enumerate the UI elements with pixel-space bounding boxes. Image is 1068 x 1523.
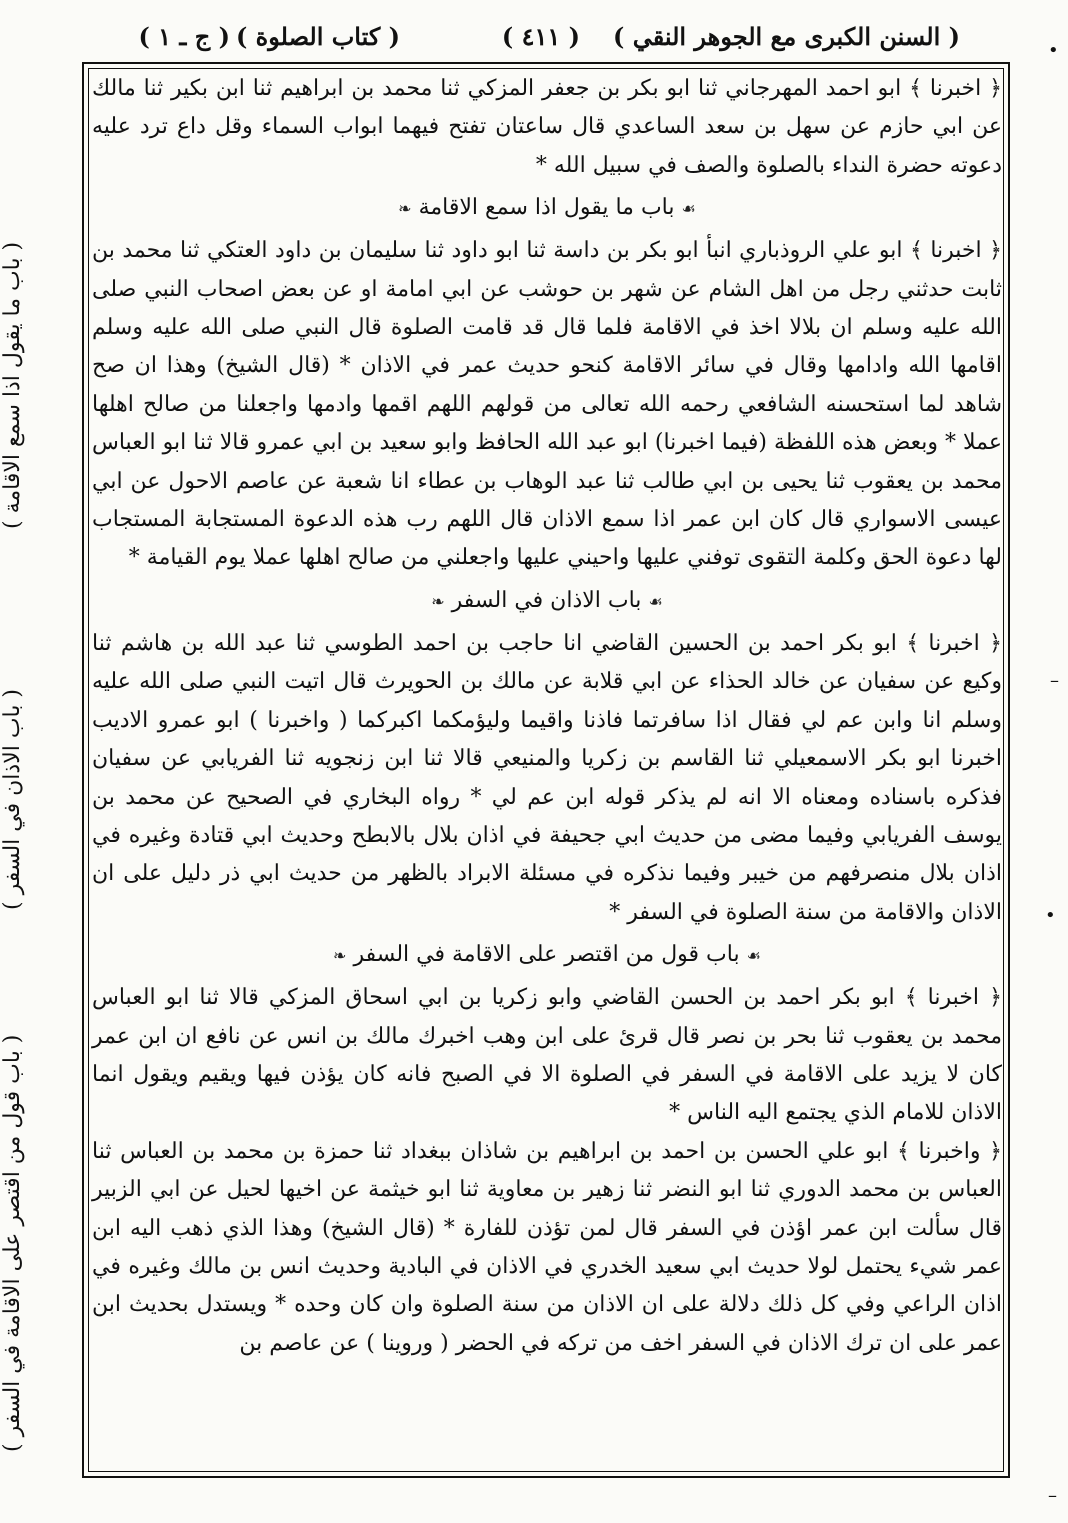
scan-mark: • <box>1045 905 1056 926</box>
ornament-icon: ☙ <box>746 946 761 966</box>
running-header <box>100 22 960 62</box>
section-heading <box>92 185 1002 232</box>
ornament-icon: ❧ <box>398 199 412 219</box>
volume-number: ( ج ـ ١ ) <box>138 22 230 51</box>
chapter-title: ( كتاب الصلوة ) <box>235 22 400 51</box>
paragraph: ﴿ اخبرنا ﴾ ابو بكر احمد بن الحسين القاضي انا حاجب بن احمد الطوسي ثنا عبد الله بن هاشم ثنا وكيع عن سفيان عن خالد الحذاء عن ابي قلابة عن مالك بن الحويرث قال اتيت النبي صلى الله عليه وسلم انا وابن عم لي فقال اذا سافرتما فاذنا واقيما وليؤمكما اكبركما ( واخبرنا ) ابو عمرو الاديب اخبرنا ابو بكر الاسمعيلي ثنا القاسم بن زكريا والمنيعي قالا ثنا ابن زنجويه ثنا الفريابي عن سفيان فذكره باسناده ومعناه الا انه لم يذكر قوله ابن عم لي * رواه البخاري في الصحيح عن محمد بن يوسف الفريابي وفيما مضى من حديث ابي جحيفة في اذان بلال بالابطح وحديث ابي قتادة وغيره في اذان بلال منصرفهم من خيبر وفيما نذكره في مسئلة الابراد بالظهر من حديث ابي ذر دليل على ان الاذان والاقامة من سنة الصلوة في السفر * <box>92 630 1002 925</box>
margin-note: ( باب قول من اقتصر على الاقامة في السفر ) <box>0 1035 25 1453</box>
section-heading-text: باب قول من اقتصر على الاقامة في السفر <box>353 942 740 968</box>
paragraph: ﴿ اخبرنا ﴾ ابو احمد المهرجاني ثنا ابو بكر بن جعفر المزكي ثنا محمد بن ابراهيم ثنا ابن بكير ثنا مالك عن ابي حازم عن سهل بن سعد الساعدي قال ساعتان تفتح فيهما ابواب السماء وقل داع ترد عليه دعوته حضرة النداء بالصلوة والصف في سبيل الله * <box>92 76 1002 178</box>
section-heading <box>92 578 1002 625</box>
margin-note: ( باب ما يقول اذا سمع الاقامة ) <box>0 241 25 529</box>
ornament-icon: ❧ <box>333 946 347 966</box>
scan-mark: • <box>1048 40 1059 61</box>
section-heading-text: باب ما يقول اذا سمع الاقامة <box>418 195 675 221</box>
main-text <box>92 70 1002 1363</box>
scan-mark: – <box>1048 1485 1057 1506</box>
section-heading <box>92 932 1002 979</box>
book-title: ( السنن الكبرى مع الجوهر النقي ) <box>612 22 960 51</box>
ornament-icon: ☙ <box>648 591 663 611</box>
paragraph: ﴿ واخبرنا ﴾ ابو علي الحسن بن احمد بن ابراهيم بن شاذان ببغداد ثنا حمزة بن محمد بن العباس ثنا العباس بن محمد الدوري ثنا ابو النضر ثنا زهير بن معاوية ثنا ابو خيثمة عن اخيها لحيل عن ابي الزبير قال سألت ابن عمر اؤذن في السفر قال لمن تؤذن للفارة * (قال الشيخ) وهذا الذي ذهب اليه ابن عمر شيء يحتمل لولا حديث ابي سعيد الخدري في الاذان في البادية وحديث انس بن مالك وغيره في اذان الراعي وفي كل ذلك دلالة على ان الاذان من سنة الصلوة وان كان وحده * ويستدل بحديث ابن عمر على ان ترك الاذان في السفر اخف من تركه في الحضر ( وروينا ) عن عاصم بن <box>92 1138 1002 1356</box>
margin-note: ( باب الاذان في السفر ) <box>0 689 25 911</box>
ornament-icon: ☙ <box>681 199 696 219</box>
section-heading-text: باب الاذان في السفر <box>451 587 642 613</box>
scan-mark: – <box>1050 670 1059 691</box>
paragraph: ﴿ اخبرنا ﴾ ابو علي الروذباري انبأ ابو بكر بن داسة ثنا ابو داود ثنا سليمان بن داود العتكي ثنا محمد بن ثابت حدثني رجل من اهل الشام عن شهر بن حوشب عن ابي امامة او عن بعض اصحاب النبي صلى الله عليه وسلم ان بلالا اخذ في الاقامة فلما قال قد قامت الصلوة قال النبي صلى الله عليه وسلم اقامها الله وادامها وقال في سائر الاقامة كنحو حديث عمر في الاذان * (قال الشيخ) وهذا ان صح شاهد لما استحسنه الشافعي رحمه الله تعالى من قولهم اللهم اقمها وادمها واجعلنا من صالح اهلها عملا * وبعض هذه اللفظة (فيما اخبرنا) ابو عبد الله الحافظ وابو سعيد بن ابي عمرو قالا ثنا ابو العباس محمد بن يعقوب ثنا يحيى بن ابي طالب ثنا عبد الوهاب بن عطاء انا شعبة عن عاصم الاحول عن ابي عيسى الاسواري قال كان ابن عمر اذا سمع الاذان قال اللهم رب هذه الدعوة المستجابة المستجاب لها دعوة الحق وكلمة التقوى توفني عليها واحيني عليها واجعلني من صالح اهلها عملا يوم القيامة * <box>92 238 1002 571</box>
page-number: ( ٤١١ ) <box>501 22 580 51</box>
ornament-icon: ❧ <box>431 591 445 611</box>
paragraph: ﴿ اخبرنا ﴾ ابو بكر احمد بن الحسن القاضي وابو زكريا بن ابي اسحاق المزكي قالا ثنا ابو العباس محمد بن يعقوب ثنا بحر بن نصر قال قرئ على ابن وهب اخبرك مالك بن انس عن نافع ان ابن عمر كان لا يزيد على الاقامة في السفر في الصلوة الا في الصبح فانه كان يؤذن فيها ويقيم ويقول انما الاذان للامام الذي يجتمع اليه الناس * <box>92 985 1002 1126</box>
